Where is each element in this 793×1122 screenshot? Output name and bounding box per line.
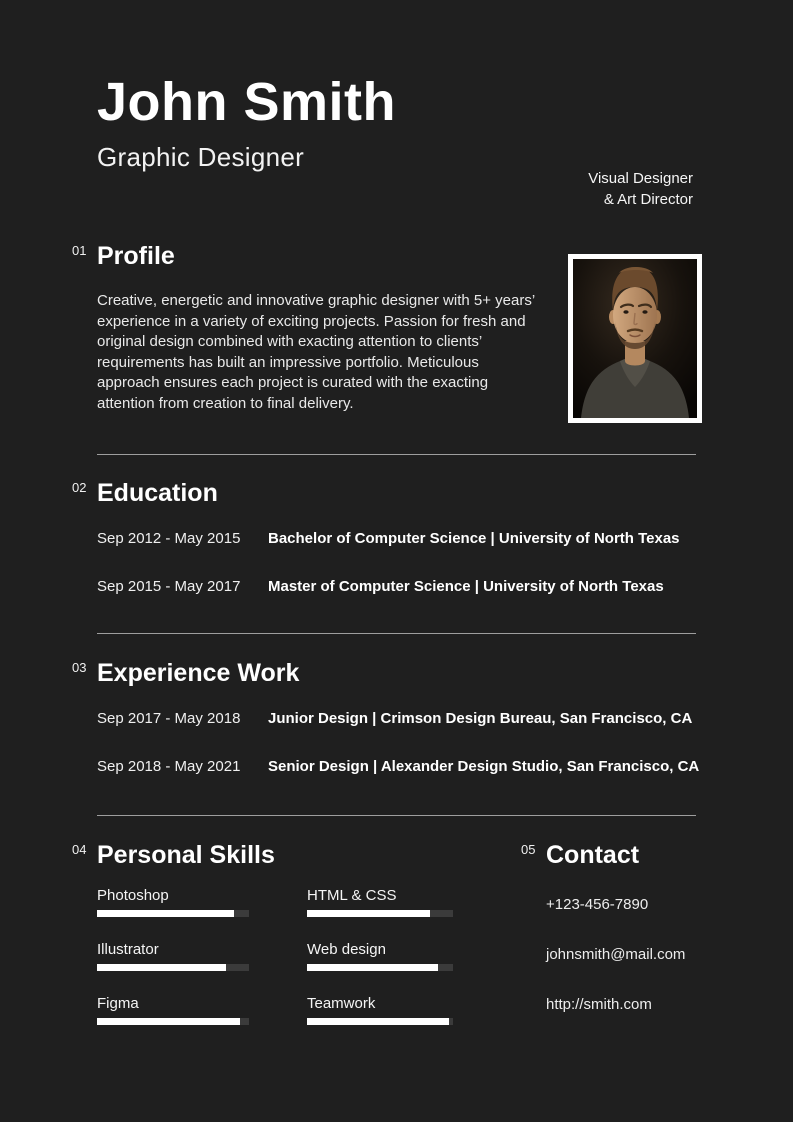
date-range: Sep 2018 - May 2021 (97, 758, 241, 775)
skill-label: Teamwork (307, 995, 376, 1012)
person-name: John Smith (97, 72, 396, 132)
skill-bar-track (97, 1018, 249, 1025)
skill-bar-fill (307, 1018, 449, 1025)
experience-row (97, 758, 700, 775)
education-heading (72, 479, 696, 508)
education-row (97, 578, 696, 595)
skill-label: Illustrator (97, 941, 159, 958)
phone-number: +123-456-7890 (546, 896, 649, 913)
bottom-columns (72, 841, 696, 1025)
contact-heading (521, 841, 685, 870)
experience-heading (72, 659, 696, 688)
skill-item (97, 887, 249, 917)
section-title: Personal Skills (97, 841, 275, 869)
degree-detail: Master of Computer Science | University of North Texas (268, 578, 664, 595)
skill-label: Photoshop (97, 887, 169, 904)
section-title: Experience Work (97, 659, 300, 687)
skill-bar-track (97, 910, 249, 917)
experience-row (97, 710, 696, 727)
education-rows (97, 530, 696, 595)
skill-bar-track (307, 1018, 453, 1025)
skill-bar-fill (307, 910, 430, 917)
email-address: johnsmith@mail.com (546, 946, 686, 963)
skill-bar-fill (97, 964, 226, 971)
skill-bar-track (307, 964, 453, 971)
divider (97, 815, 696, 816)
skills-heading (72, 841, 453, 870)
date-range: Sep 2017 - May 2018 (97, 710, 241, 727)
skill-label: Figma (97, 995, 139, 1012)
divider (97, 454, 696, 455)
skill-bar-track (307, 910, 453, 917)
section-experience (72, 659, 700, 775)
section-number: 03 (72, 660, 87, 675)
divider (97, 633, 696, 634)
website-url: http://smith.com (546, 996, 652, 1013)
tagline (588, 168, 693, 210)
skill-label: HTML & CSS (307, 887, 397, 904)
date-range: Sep 2012 - May 2015 (97, 530, 241, 547)
experience-rows (97, 710, 700, 775)
portrait-illustration (573, 259, 697, 418)
skill-item (307, 995, 453, 1025)
education-row (97, 530, 696, 547)
section-education (72, 479, 696, 595)
skill-bar-fill (97, 910, 234, 917)
skill-item (307, 941, 453, 971)
position-detail: Senior Design | Alexander Design Studio, San Francisco, CA (268, 758, 700, 775)
skill-bar-fill (97, 1018, 240, 1025)
profile-photo (568, 254, 702, 423)
skill-bar-track (97, 964, 249, 971)
section-title: Profile (97, 242, 175, 270)
skill-item (97, 941, 249, 971)
section-number: 01 (72, 243, 87, 258)
section-title: Contact (546, 841, 640, 869)
skills-grid (97, 887, 453, 1025)
section-number: 04 (72, 842, 87, 857)
section-skills (72, 841, 453, 1025)
date-range: Sep 2015 - May 2017 (97, 578, 241, 595)
skill-label: Web design (307, 941, 386, 958)
skill-item (97, 995, 249, 1025)
job-title: Graphic Designer (97, 142, 305, 172)
tagline-line-2: & Art Director (603, 191, 693, 208)
section-number: 02 (72, 480, 87, 495)
tagline-line-1: Visual Designer (588, 170, 693, 187)
skill-item (307, 887, 453, 917)
position-detail: Junior Design | Crimson Design Bureau, San Francisco, CA (268, 710, 693, 727)
section-title: Education (97, 479, 218, 507)
header (97, 0, 696, 208)
skill-bar-fill (307, 964, 438, 971)
contact-list (546, 896, 685, 1013)
degree-detail: Bachelor of Computer Science | University of North Texas (268, 530, 680, 547)
section-number: 05 (521, 842, 536, 857)
section-contact (521, 841, 686, 1025)
profile-paragraph: Creative, energetic and innovative graphic designer with 5+ years’ experience in a variety of exciting projects. Passion for fresh and original design combined with exacting attention to clients’ requirements has built an impressive portfolio. Meticulous approach ensures each project is curated with the exacting attention from creation to final delivery. (97, 292, 535, 412)
